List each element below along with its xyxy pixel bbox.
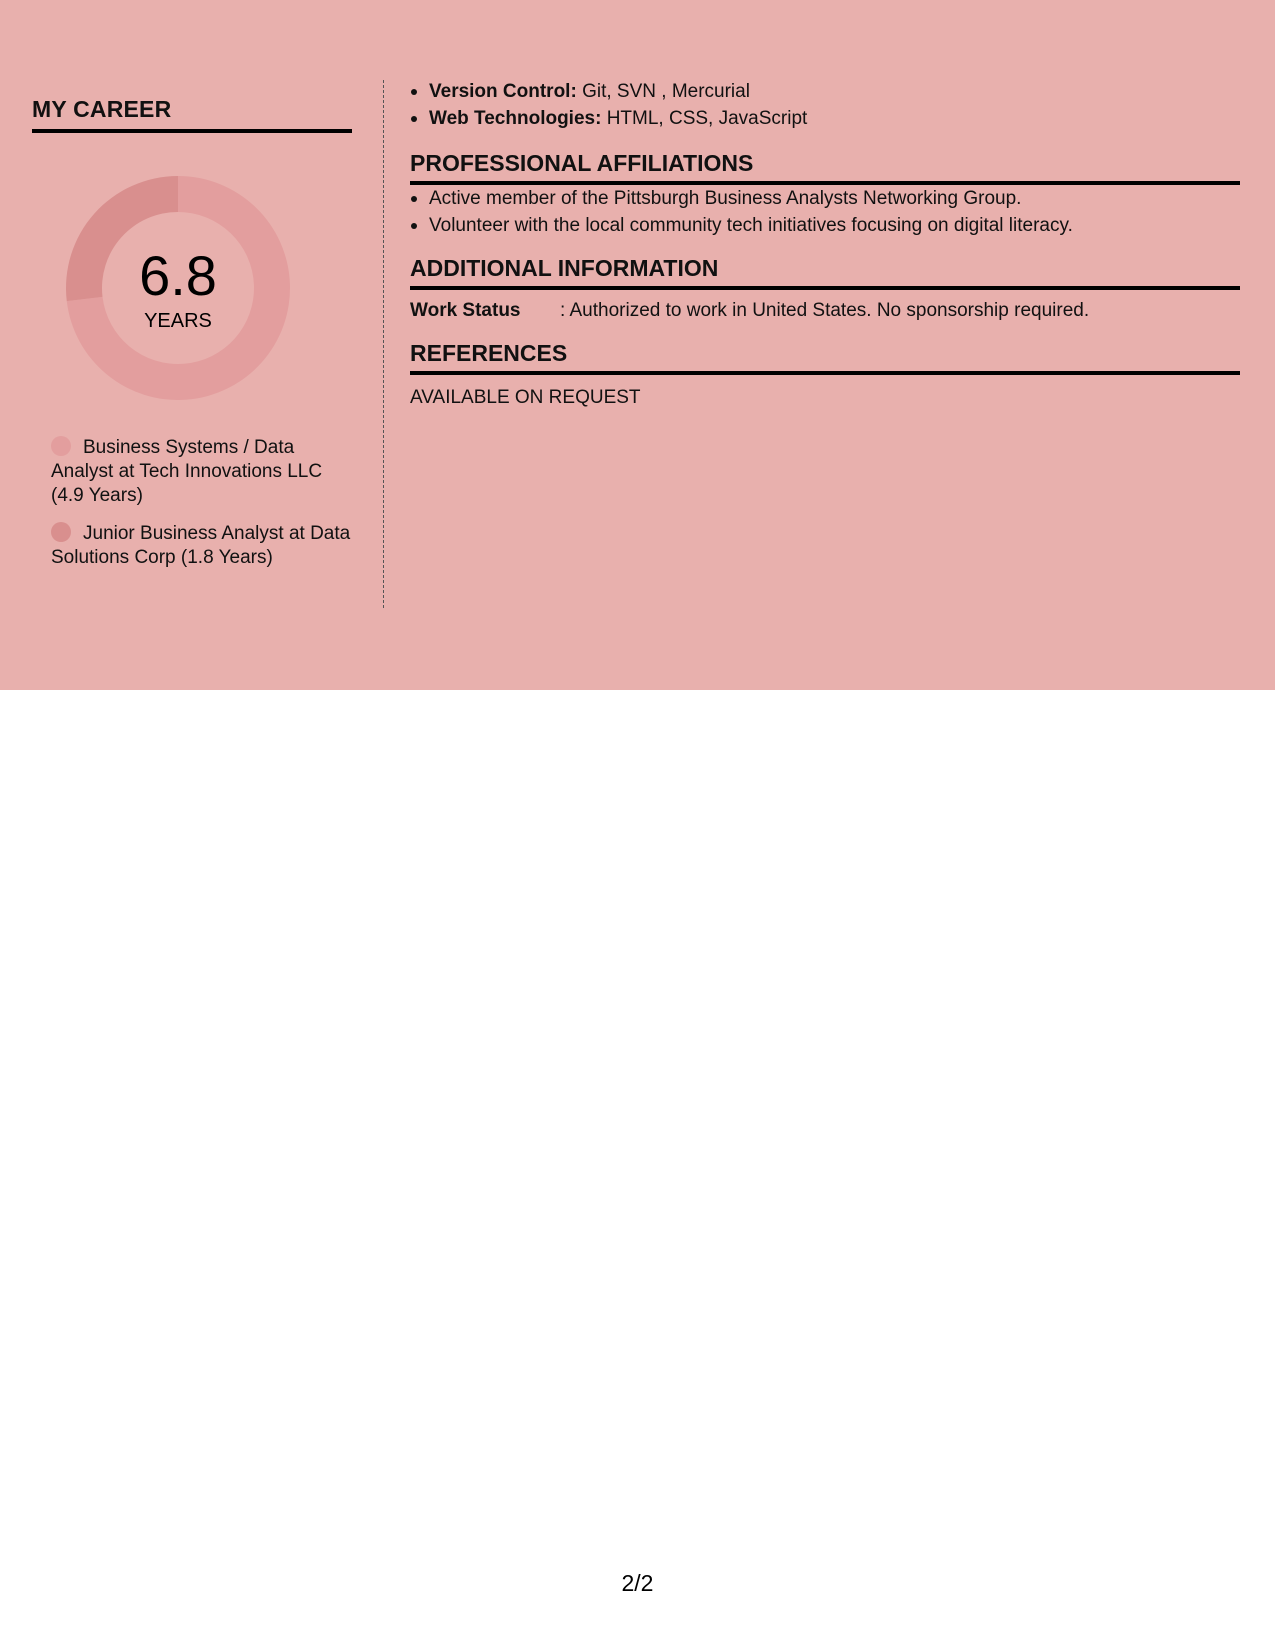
career-title: MY CAREER	[32, 96, 352, 133]
affiliation-text: Active member of the Pittsburgh Business Analysts Networking Group.	[429, 188, 1022, 209]
work-status-label: Work Status	[410, 300, 521, 321]
skill-item	[429, 105, 1240, 132]
affiliation-item	[429, 185, 1240, 212]
additional-info-heading: ADDITIONAL INFORMATION	[410, 255, 1240, 290]
main-column	[410, 78, 1240, 411]
column-divider	[383, 80, 384, 608]
affiliations-heading: PROFESSIONAL AFFILIATIONS	[410, 150, 1240, 185]
references-text: AVAILABLE ON REQUEST	[410, 387, 641, 408]
legend-color-dot	[51, 436, 71, 456]
page-number: 2/2	[621, 1570, 654, 1596]
legend-item	[51, 436, 351, 508]
legend-item	[51, 522, 351, 570]
skill-value: HTML, CSS, JavaScript	[601, 108, 808, 129]
references-heading: REFERENCES	[410, 340, 1240, 375]
career-column	[32, 96, 352, 568]
skill-label: Version Control:	[429, 81, 577, 102]
legend-color-dot	[51, 522, 71, 542]
career-total-value: 6.8	[139, 244, 217, 307]
career-legend	[51, 436, 351, 584]
skill-label: Web Technologies:	[429, 108, 602, 129]
affiliation-text: Volunteer with the local community tech initiatives focusing on digital literacy.	[429, 215, 1073, 236]
skill-item	[429, 78, 1240, 105]
affiliation-item	[429, 212, 1240, 239]
work-status-value: : Authorized to work in United States. No sponsorship required.	[560, 300, 1090, 321]
legend-label: Junior Business Analyst at Data Solutions Corp (1.8 Years)	[51, 523, 351, 568]
bullet-icon	[411, 223, 417, 229]
career-donut-chart	[66, 176, 290, 400]
bullet-icon	[411, 89, 417, 95]
legend-label: Business Systems / Data Analyst at Tech Innovations LLC (4.9 Years)	[51, 437, 323, 506]
affiliations-list	[410, 185, 1240, 239]
bullet-icon	[411, 116, 417, 122]
skills-list	[410, 78, 1240, 132]
bullet-icon	[411, 196, 417, 202]
work-status-row	[410, 298, 1240, 324]
skill-value: Git, SVN , Mercurial	[576, 81, 750, 102]
career-total-unit: YEARS	[144, 310, 212, 332]
